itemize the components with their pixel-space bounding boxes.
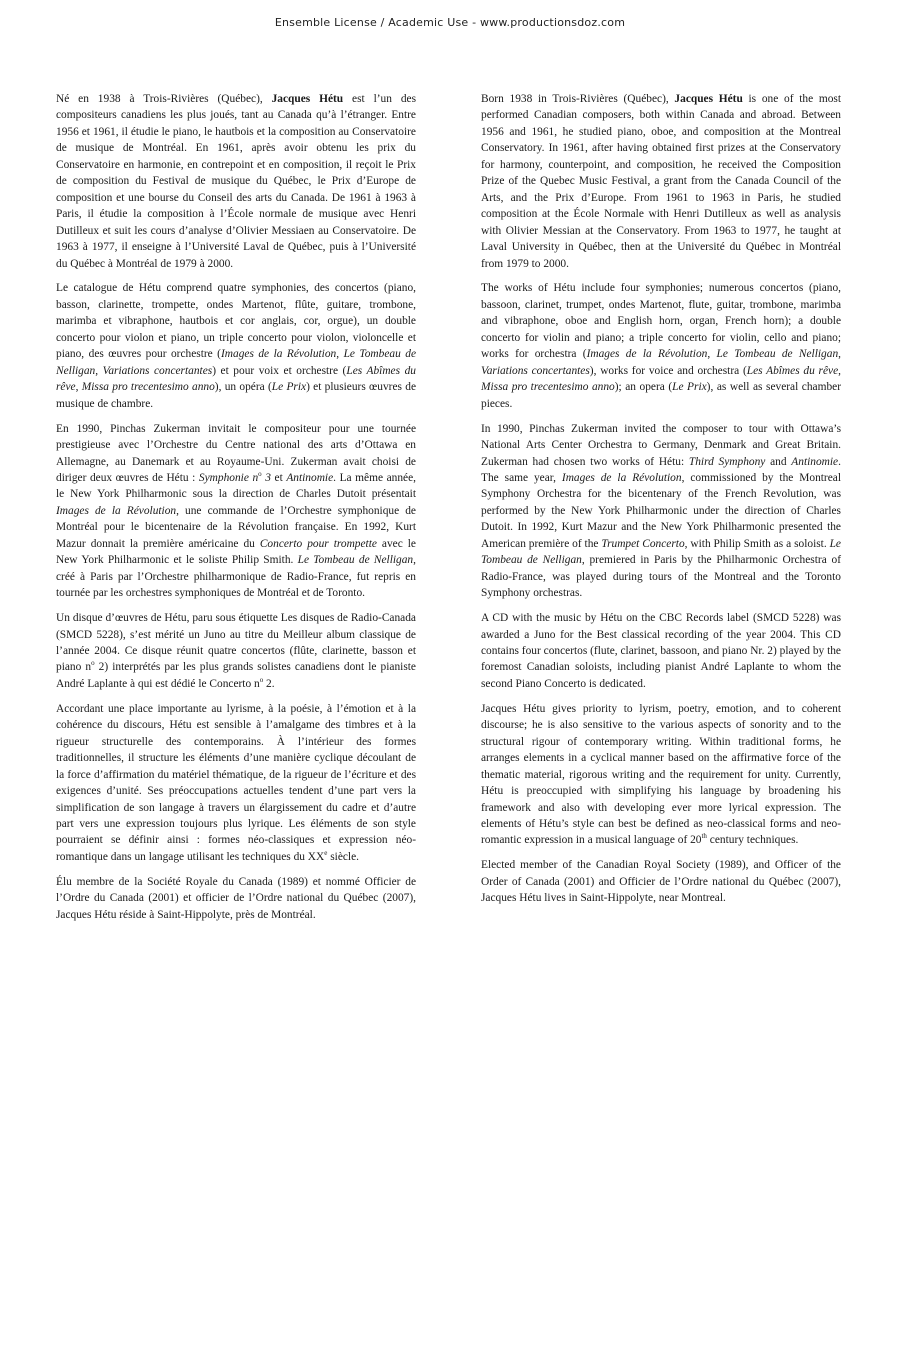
- text-run: o: [258, 470, 262, 479]
- en-paragraph-honours: [481, 857, 841, 906]
- text-run: . The same year,: [481, 455, 841, 484]
- text-run: Images de la Révolution: [561, 471, 682, 484]
- text-run: Jacques Hétu: [271, 93, 344, 105]
- text-run: Le Tombeau de Nelligan: [297, 554, 414, 567]
- text-run: Images de la Révolution: [56, 504, 177, 517]
- text-run: ,: [75, 381, 82, 394]
- text-run: Antinomie: [791, 455, 839, 468]
- text-run: century techniques.: [706, 834, 799, 847]
- text-run: , with Philip Smith as a soloist.: [684, 537, 830, 550]
- fr-paragraph-performances: [56, 421, 416, 602]
- text-run: , créé à Paris par l’Orchestre philharmonique de Radio-France, fut repris en tournée par les orchestres symphoniques de Montréal et de Toronto.: [56, 554, 416, 600]
- en-paragraph-catalogue: [481, 280, 841, 412]
- text-run: Images de la Révolution: [586, 348, 708, 361]
- en-paragraph-recording: [481, 610, 841, 692]
- fr-paragraph-catalogue: [56, 280, 416, 412]
- text-run: A CD with the music by Hétu on the CBC Records label (SMCD 5228) was awarded a Juno for the Best classical recording of the year 2004. This CD contains four concertos (flute, clarinet, bassoon, and piano Nr. 2) played by the foremost Canadian soloists, including pianist André Laplante to whom the second Piano Concerto is dedicated.: [481, 612, 841, 690]
- text-run: Jacques Hétu gives priority to lyrism, poetry, emotion, and to coherent discourse; he is also sensitive to the various aspects of sonority and to the structural rigour of contemporary writing. Within traditional forms, he arranges elements in a cyclical manner based on the affirmative force of the thematic material, rigorous writing and the requirement for unity. Currently, Hétu is preoccupied with simplifying his language by broadening his framework and also with developing ever more lyrical expression. The elements of Hétu’s style can best be defined as neo-classical forms and neo-romantic expression in a musical language of 20: [481, 702, 841, 847]
- text-run: and: [765, 455, 792, 468]
- text-run: In 1990, Pinchas Zukerman invited the composer to tour with Ottawa’s National Arts Center Orchestra to Germany, Denmark and Great Britain. Zukerman had chosen two works of Hétu:: [481, 422, 841, 468]
- text-run: ), un opéra (: [214, 381, 272, 394]
- text-run: est l’un des compositeurs canadiens les plus joués, tant au Canada qu’à l’étranger. Entre 1956 et 1961, il étudie le piano, le hautbois et la composition au Conservatoire de musique de Montréal. En 1961, après avoir obtenu les prix du Conservatoire en harmonie, en contrepoint et en composition, il reçoit le Prix de composition du Festival de musique du Québec, le Prix d’Europe de composition et une bourse du Conseil des arts du Canada. De 1961 à 1963 à Paris, il étudie la composition à l’École normale de musique avec Henri Dutilleux et suit les cours d’analyse d’Olivier Messiaen au Conservatoire. De 1963 à 1977, il enseigne à l’Université Laval de Québec, puis à l’Université du Québec à Montréal de 1979 à 2000.: [56, 93, 417, 270]
- text-run: avec le New York Philharmonic et le soliste Philip Smith.: [56, 537, 416, 567]
- text-run: . La même année, le New York Philharmonic sous la direction de Charles Dutoit présentait: [56, 471, 416, 501]
- text-run: Les Abîmes du rêve: [746, 364, 839, 377]
- text-run: Missa pro trecentesimo anno: [81, 381, 215, 394]
- text-run: Né en 1938 à Trois-Rivières (Québec),: [56, 93, 272, 105]
- fr-paragraph-honours: [56, 874, 416, 923]
- text-run: Le Tombeau de Nelligan: [481, 537, 841, 567]
- text-run: Élu membre de la Société Royale du Canada (1989) et nommé Officier de l’Ordre du Canada (2001) et officier de l’Ordre national du Québec (2007), Jacques Hétu réside à Saint-Hippolyte, près de Montréal.: [56, 875, 416, 921]
- text-run: ); an opera (: [614, 381, 673, 394]
- text-run: Le catalogue de Hétu comprend quatre symphonies, des concertos (piano, basson, clarinette, trompette, ondes Martenot, flûte, guitare, trombone, marimba et vibraphone, hautbois et cor anglais, cor, orgue), un double concerto pour violon et piano, un triple concerto pour violon, violoncelle et piano, des œuvres pour orchestre (: [56, 282, 416, 361]
- text-run: ,: [336, 348, 344, 361]
- text-run: siècle.: [327, 850, 359, 863]
- fr-paragraph-biography: [56, 91, 416, 272]
- text-run: ) et plusieurs œuvres de musique de chambre.: [56, 381, 416, 410]
- license-header: Ensemble License / Academic Use - www.productionsdoz.com: [274, 16, 626, 29]
- text-run: ,: [838, 364, 841, 377]
- text-run: ,: [838, 348, 841, 361]
- text-run: Un disque d’œuvres de Hétu, paru sous étiquette Les disques de Radio-Canada (SMCD 5228), s’est mérité un Juno au titre du Meilleur album classique de l’année 2004. Ce disque réunit quatre concertos (flûte, clarinette, basson et piano n: [56, 612, 416, 674]
- text-run: o: [259, 676, 264, 685]
- text-run: Variations concertantes: [102, 364, 213, 377]
- text-run: En 1990, Pinchas Zukerman invitait le compositeur pour une tournée prestigieuse avec l’Orchestre du Centre national des arts d’Ottawa en Allemagne, au Danemark et au Royaume-Uni. Zukerman avait choisi de diriger deux œuvres de Hétu :: [56, 422, 416, 484]
- text-run: ) et pour voix et orchestre (: [212, 364, 347, 377]
- text-run: Missa pro trecentesimo anno: [481, 381, 615, 394]
- text-run: th: [701, 832, 707, 841]
- en-paragraph-style: [481, 701, 841, 849]
- text-run: e: [324, 849, 328, 858]
- text-run: The works of Hétu include four symphonies; numerous concertos (piano, bassoon, clarinet, trumpet, ondes Martenot, flute, guitar, trombone, marimba and vibraphone, oboe and English horn, organ, French horn); a double concerto for violin and piano; a triple concerto for violin, cello and piano; works for orchestra (: [481, 282, 841, 361]
- text-run: o: [91, 659, 95, 668]
- text-run: Trumpet Concerto: [601, 537, 685, 550]
- text-run: Le Tombeau de Nelligan: [716, 348, 839, 361]
- text-run: Images de la Révolution: [220, 348, 337, 361]
- text-run: 2) interprétés par les plus grands solistes canadiens dont le pianiste André Laplante à qui est dédié le Concerto n: [56, 661, 416, 690]
- text-run: 3: [261, 471, 271, 484]
- text-run: , commissioned by the Montreal Symphony Orchestra for the bicentenary of the French Revolution, was performed by the New York Philharmonic under the direction of Charles Dutoit. In 1992, Kurt Mazur and the New York Philharmonic presented the American première of the: [481, 471, 841, 550]
- en-paragraph-performances: [481, 421, 841, 602]
- text-run: Variations concertantes: [481, 364, 590, 377]
- text-run: Accordant une place importante au lyrisme, à la poésie, à l’émotion et à la cohérence du discours, Hétu est sensible à l’amalgame des timbres et à la rigueur structurelle des contemporains. À l’intérieur des formes traditionnelles, il structure les éléments d’une manière cyclique découlant de la force d’affirmation du matériel thématique, de la rigueur de l’écriture et des exigences d’unité. Ses préoccupations actuelles tendent d’une part vers la simplification de son langage à travers un élargissement du cadre et d’autre part vers une expression toujours plus lyrique. Les éléments de son style pourraient se définir ainsi : formes néo-classiques et expression néo-romantique dans un langage utilisant les techniques du XX: [56, 702, 416, 863]
- text-run: is one of the most performed Canadian composers, both within Canada and abroad. Between 1956 and 1961, he studied piano, oboe, and composition at the Montreal Conservatory. In 1961, after having obtained first prizes at the Conservatory for harmony, counterpoint, and composition, he received the Composition Prize of the Quebec Music Festival, a grant from the Canada Council of the Arts, and the Prix d’Europe. From 1961 to 1963 in Paris, he studied composition at the École Normale with Henri Dutilleux as well as analysis with Olivier Messian at the Conservatory. From 1963 to 1977, he taught at Laval University in Québec, then at the Université du Québec in Montréal from 1979 to 2000.: [481, 93, 841, 270]
- fr-paragraph-style: [56, 701, 416, 866]
- text-run: Le Tombeau de Nelligan: [56, 348, 417, 377]
- text-run: Les Abîmes du rêve: [56, 364, 416, 394]
- fr-paragraph-recording: [56, 610, 416, 692]
- text-run: , premiered in Paris by the Philharmonic Orchestra of Radio-France, was played during tours of the Montreal and the Toronto Symphony orchestras.: [481, 554, 842, 600]
- text-run: Concerto pour trompette: [259, 537, 377, 550]
- english-column: [481, 91, 841, 915]
- text-run: , une commande de l’Orchestre symphonique de Montréal pour le bicentenaire de la Révolution française. En 1992, Kurt Mazur donnait la première américaine du: [56, 504, 416, 550]
- text-run: Third Symphony: [688, 455, 766, 468]
- text-run: Antinomie: [286, 471, 334, 484]
- text-run: ,: [707, 348, 717, 361]
- text-run: Jacques Hétu: [674, 93, 743, 105]
- text-run: Elected member of the Canadian Royal Society (1989), and Officer of the Order of Canada (2001) and Officier de l’Ordre national du Québec (2007), Jacques Hétu lives in Saint-Hippolyte, near Montreal.: [481, 859, 841, 905]
- text-run: Born 1938 in Trois-Rivières (Québec),: [481, 93, 675, 105]
- en-paragraph-biography: [481, 91, 841, 272]
- text-run: et: [270, 471, 287, 484]
- french-column: [56, 91, 416, 932]
- text-run: 2.: [263, 677, 275, 690]
- text-run: ,: [95, 364, 103, 377]
- text-run: Le Prix: [672, 381, 707, 394]
- text-run: Symphonie n: [198, 471, 259, 484]
- text-run: ), works for voice and orchestra (: [589, 364, 747, 377]
- text-run: Le Prix: [271, 381, 307, 394]
- text-run: ), as well as several chamber pieces.: [481, 381, 841, 410]
